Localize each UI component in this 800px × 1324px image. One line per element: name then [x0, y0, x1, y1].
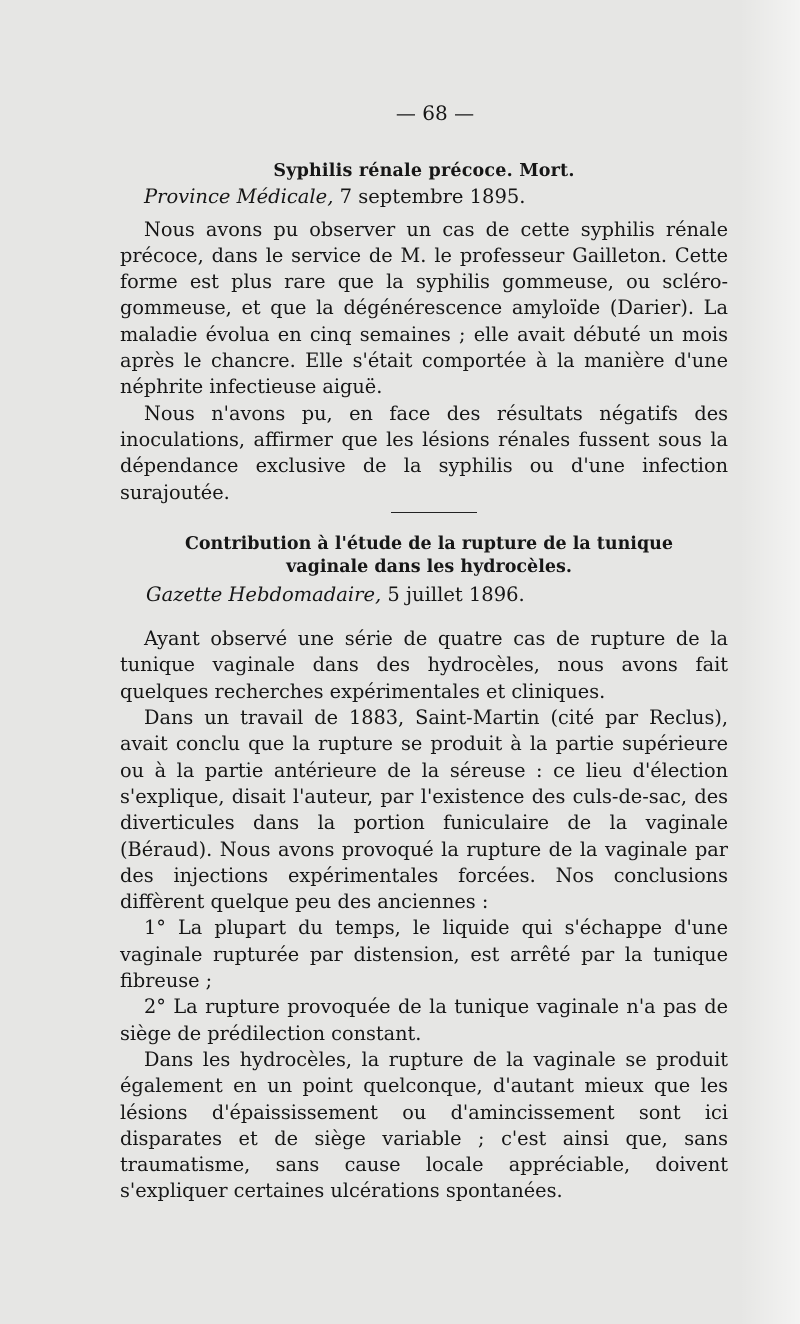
section1-source — [144, 184, 728, 210]
section2-list-item: 1° La plupart du temps, le liquide qui s'échappe d'une vaginale rupturée par distension, est arrêté par la tunique fibreuse ; — [120, 916, 728, 993]
paper-edge — [740, 0, 800, 1324]
section2-closing-paragraph: Dans les hydrocèles, la rupture de la vaginale se produit également en un point quelconque, d'autant mieux que les lésions d'épaississement ou d'amincissement sont ici disparates et de siège variable ; c'est ainsi que, sans traumatisme, sans cause locale appréciable, doivent s'expliquer certaines ulcérations spontanées. — [120, 1047, 728, 1203]
section2-paragraph: Ayant observé une série de quatre cas de rupture de la tunique vaginale dans des hydrocèles, nous avons fait quelques recherches expérimentales et cliniques. — [120, 627, 728, 703]
text-block — [120, 100, 728, 1205]
page-number: — 68 — — [395, 101, 475, 125]
section-divider — [391, 512, 477, 513]
section1-paragraph: Nous avons pu observer un cas de cette syphilis rénale précoce, dans le service de M. le professeur Gailleton. Cette forme est plus rare que la syphilis gommeuse, ou scléro-gommeuse, et que la dégénérescence amyloïde (Darier). La maladie évolua en cinq semaines ; elle avait débuté un mois après le chancre. Elle s'était comportée à la manière d'une néphrite infectieuse aiguë. — [120, 217, 728, 399]
section1-title: Syphilis rénale précoce. Mort. — [273, 161, 575, 182]
section2-title — [120, 533, 728, 579]
section2-source-date: 5 juillet 1896. — [381, 582, 525, 606]
section2-paragraph: Dans un travail de 1883, Saint-Martin (cité par Reclus), avait conclu que la rupture se produit à la partie supérieure ou à la partie antérieure de la séreuse : ce lieu d'élection s'explique, disait l'auteur, par l'existence des culs-de-sac, des diverticules dans la portion funiculaire de la vaginale (Béraud). Nous avons provoqué la rupture de la vaginale par des injections expérimentales forcées. Nos conclusions diffèrent quelque peu des anciennes : — [120, 706, 728, 914]
section2-title-line2: vaginale dans les hydrocèles. — [286, 556, 572, 577]
section1-paragraph: Nous n'avons pu, en face des résultats négatifs des inoculations, affirmer que les lésions rénales fussent sous la dépendance exclusive de la syphilis ou d'une infection surajoutée. — [120, 401, 728, 504]
section2-list-item: 2° La rupture provoquée de la tunique vaginale n'a pas de siège de prédilection constant. — [120, 995, 728, 1045]
section2-title-line1: Contribution à l'étude de la rupture de la tunique — [184, 533, 674, 554]
section1-source-journal: Province Médicale, — [144, 185, 334, 209]
section1-source-date: 7 septembre 1895. — [333, 185, 526, 209]
section2-source-journal: Gazette Hebdomadaire, — [146, 582, 382, 606]
section2-source — [146, 582, 728, 608]
